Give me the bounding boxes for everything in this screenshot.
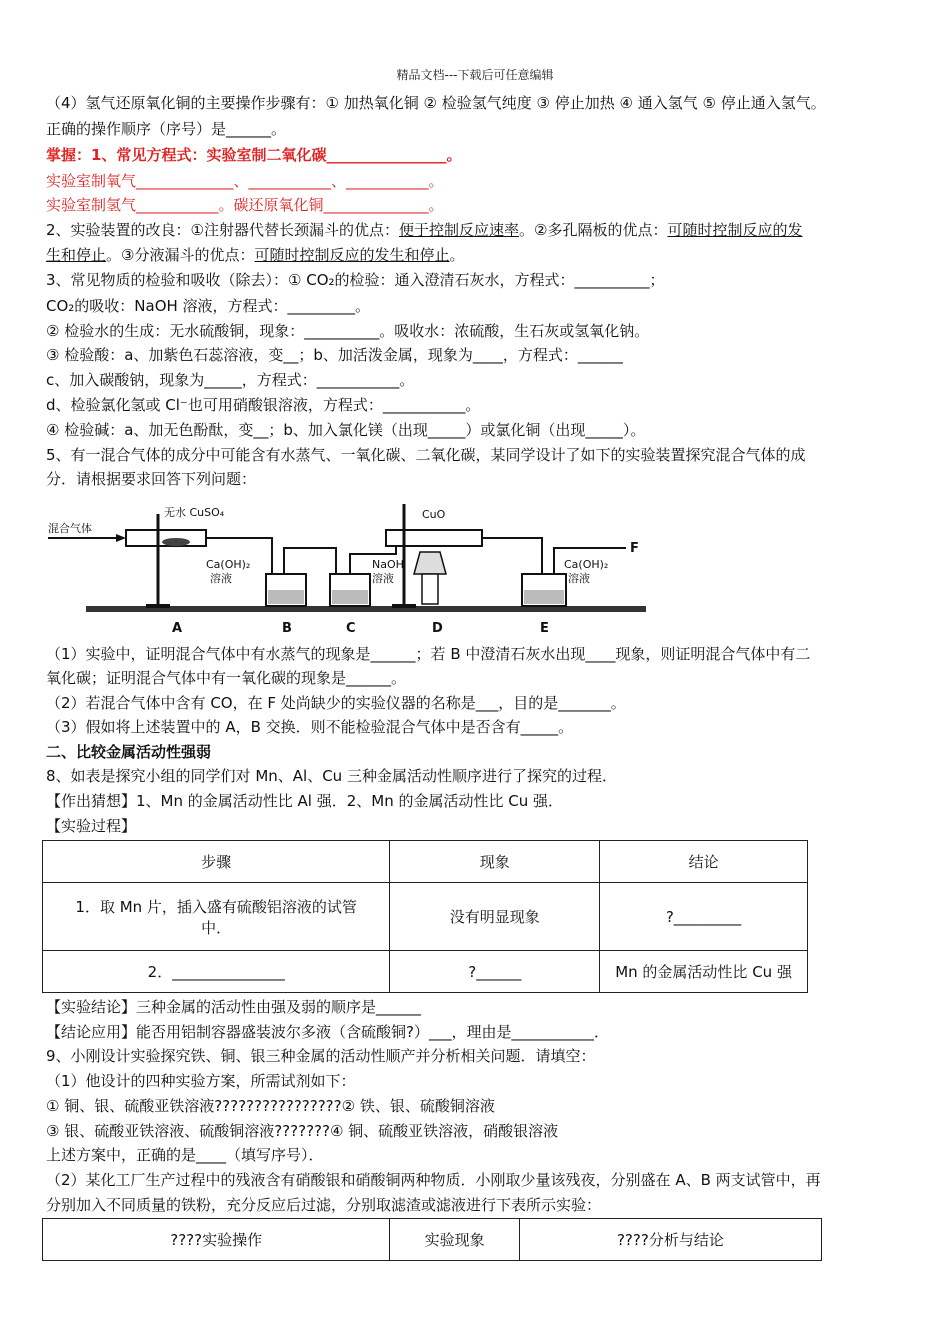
text-line: 9、小刚设计实验探究铁、铜、银三种金属的活动性顺产并分析相关问题．请填空： <box>46 1047 596 1065</box>
cuo-label: CuO <box>422 508 446 521</box>
text-span: 2、实验装置的改良：①注射器代替长颈漏斗的优点： <box>46 221 399 239</box>
table-cell: ?______ <box>390 951 600 993</box>
table-header: 现象 <box>390 841 600 883</box>
text-line: 分．请根据要求回答下列问题： <box>46 470 257 488</box>
caoh-b-label: Ca(OH)₂ <box>206 558 251 571</box>
highlight-line: 掌握：1、常见方程式：实验室制二氧化碳________________。 <box>46 146 462 164</box>
label-f: F <box>630 541 639 556</box>
text-line: c、加入碳酸钠，现象为_____，方程式：___________。 <box>46 371 415 389</box>
table-cell: Mn 的金属活动性比 Cu 强 <box>600 951 808 993</box>
table-cell-text: 1．取 Mn 片，插入盛有硫酸铝溶液的试管 <box>75 897 357 916</box>
text-line: 正确的操作顺序（序号）是______。 <box>46 120 287 138</box>
underlined-text: 便于控制反应速率 <box>399 221 520 239</box>
text-line: ④ 检验碱：a、加无色酚酞，变__；b、加入氯化镁（出现_____）或氯化铜（出现_____）。 <box>46 421 646 439</box>
text-line: ① 铜、银、硫酸亚铁溶液????????????????② 铁、银、硫酸铜溶液 <box>46 1097 495 1115</box>
table-header: 结论 <box>600 841 808 883</box>
table-cell-text: 中． <box>201 918 232 937</box>
naoh-label: NaOH <box>372 558 404 571</box>
text-line: CO₂的吸收：NaOH 溶液，方程式：_________。 <box>46 297 371 315</box>
text-span: 。②多孔隔板的优点： <box>519 221 668 239</box>
text-line: 【作出猜想】1、Mn 的金属活动性比 Al 强．2、Mn 的金属活动性比 Cu 强． <box>46 792 564 810</box>
section-heading: 二、比较金属活动性强弱 <box>46 743 212 761</box>
table-cell: 2．_______________ <box>43 951 390 993</box>
text-line: （1）他设计的四种实验方案，所需试剂如下： <box>46 1072 356 1090</box>
text-line: 分别加入不同质量的铁粉，充分反应后过滤，分别取滤渣或滤液进行下表所示实验： <box>46 1196 602 1214</box>
analysis-table <box>42 1218 822 1261</box>
sol-b-label: 溶液 <box>210 572 232 585</box>
label-a: A <box>172 621 183 636</box>
text-line: 上述方案中，正确的是____（填写序号）． <box>46 1146 324 1164</box>
table-cell: ?_________ <box>600 883 808 951</box>
text-line <box>46 219 906 241</box>
label-d: D <box>432 621 443 636</box>
text-line: d、检验氯化氢或 Cl⁻也可用硝酸银溶液，方程式：___________。 <box>46 396 481 414</box>
highlight-line: 实验室制氧气_____________、___________、___________。 <box>46 172 444 190</box>
underlined-text: 可随时控制反应的发 <box>667 221 803 239</box>
text-line: 3、常见物质的检验和吸收（除去）：① CO₂的检验：通入澄清石灰水，方程式：__________； <box>46 271 665 289</box>
sol-c-label: 溶液 <box>372 572 394 585</box>
cuso4-label: 无水 CuSO₄ <box>164 506 225 519</box>
experiment-table <box>42 840 808 993</box>
label-b: B <box>282 621 292 636</box>
table-header: 实验现象 <box>390 1219 519 1261</box>
text-line: （2）某化工厂生产过程中的残液含有硝酸银和硝酸铜两种物质．小刚取少量该残夜，分别盛在 A、B 两支试管中，再 <box>46 1171 821 1189</box>
tube-d <box>386 530 482 546</box>
table-cell <box>43 883 390 951</box>
text-span: 。③分液漏斗的优点： <box>106 246 255 264</box>
text-line: （4）氢气还原氧化铜的主要操作步骤有：① 加热氧化铜 ② 检验氢气纯度 ③ 停止加热 ④ 通入氢气 ⑤ 停止通入氢气。 <box>46 94 826 112</box>
table-header: ????实验操作 <box>43 1219 390 1261</box>
label-e: E <box>540 621 549 636</box>
text-line: 8、如表是探究小组的同学们对 Mn、Al、Cu 三种金属活动性顺序进行了探究的过程． <box>46 767 617 785</box>
table-header: 步骤 <box>43 841 390 883</box>
apparatus-diagram <box>46 494 646 636</box>
text-span: 。 <box>449 246 465 264</box>
underlined-text: 可随时控制反应的发生和停止 <box>254 246 450 264</box>
text-line: 【实验过程】 <box>46 817 137 835</box>
table-header: ????分析与结论 <box>519 1219 821 1261</box>
text-line: 【结论应用】能否用铝制容器盛装波尔多液（含硫酸铜?）___，理由是___________． <box>46 1023 609 1041</box>
text-line: ③ 银、硫酸亚铁溶液、硫酸铜溶液???????④ 铜、硫酸亚铁溶液，硝酸银溶液 <box>46 1122 559 1140</box>
caoh-e-label: Ca(OH)₂ <box>564 558 609 571</box>
text-line: ③ 检验酸：a、加紫色石蕊溶液，变__；b、加活泼金属，现象为____，方程式：______ <box>46 346 623 364</box>
text-line: 氧化碳；证明混合气体中有一氧化碳的现象是______。 <box>46 669 407 687</box>
text-line: 5、有一混合气体的成分中可能含有水蒸气、一氧化碳、二氧化碳，某同学设计了如下的实验装置探究混合气体的成 <box>46 446 806 464</box>
text-line: ② 检验水的生成：无水硫酸铜，现象：__________。吸收水：浓硫酸，生石灰或氢氧化钠。 <box>46 322 650 340</box>
sol-e-label: 溶液 <box>568 572 590 585</box>
text-line: 【实验结论】三种金属的活动性由强及弱的顺序是______ <box>46 998 422 1016</box>
text-line: （3）假如将上述装置中的 A，B 交换．则不能检验混合气体中是否含有_____。 <box>46 718 574 736</box>
table-cell: 没有明显现象 <box>390 883 600 951</box>
inlet-label: 混合气体 <box>48 522 92 535</box>
highlight-line: 实验室制氢气___________。碳还原氧化铜______________。 <box>46 196 444 214</box>
page-header: 精品文档---下载后可任意编辑 <box>396 68 554 82</box>
label-c: C <box>346 621 356 636</box>
text-line: （2）若混合气体中含有 CO，在 F 处尚缺少的实验仪器的名称是___，目的是_______。 <box>46 694 626 712</box>
text-line: （1）实验中，证明混合气体中有水蒸气的现象是______；若 B 中澄清石灰水出现____现象，则证明混合气体中有二 <box>46 645 811 663</box>
text-line <box>46 244 906 266</box>
underlined-text: 生和停止 <box>46 246 107 264</box>
